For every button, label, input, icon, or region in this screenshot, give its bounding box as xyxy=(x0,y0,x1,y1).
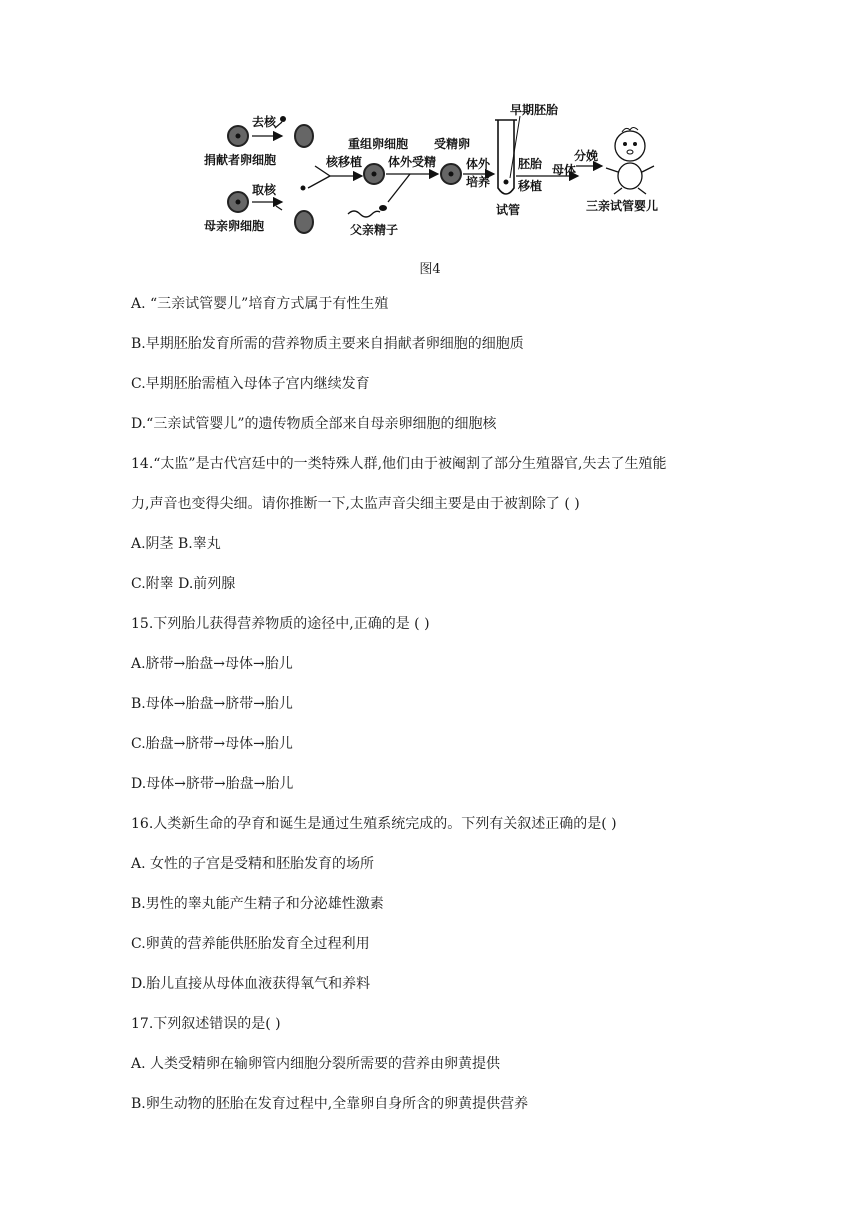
label-mother-egg: 母亲卵细胞 xyxy=(204,219,265,233)
q16-option-c: C.卵黄的营养能供胚胎发育全过程利用 xyxy=(131,936,370,952)
q16-stem: 16.人类新生命的孕育和诞生是通过生殖系统完成的。下列有关叙述正确的是( ) xyxy=(131,816,617,832)
label-father-sperm: 父亲精子 xyxy=(350,223,399,237)
q15-option-c: C.胎盘→脐带→母体→胎儿 xyxy=(131,736,293,752)
label-early-embryo: 早期胚胎 xyxy=(510,103,559,117)
label-embryo-transfer-1: 胚胎 xyxy=(518,157,543,171)
recombined-egg-cell xyxy=(364,164,384,184)
q16-option-b: B.男性的睾丸能产生精子和分泌雄性激素 xyxy=(131,896,384,912)
q17-option-a: A. 人类受精卵在输卵管内细胞分裂所需要的营养由卵黄提供 xyxy=(131,1056,501,1072)
sperm-icon xyxy=(348,205,387,217)
q14-options-cd: C.附睾 D.前列腺 xyxy=(131,576,236,592)
label-donor-egg: 捐献者卵细胞 xyxy=(204,153,277,167)
label-fertilized-egg: 受精卵 xyxy=(434,137,471,151)
label-take-nucleus: 取核 xyxy=(252,183,277,197)
q16-option-d: D.胎儿直接从母体血液获得氧气和养料 xyxy=(131,976,371,992)
fertilized-egg-cell xyxy=(441,164,461,184)
donor-egg-cell xyxy=(228,126,248,146)
ivf-diagram xyxy=(190,96,670,246)
mother-cytoplasm-cell xyxy=(295,211,313,233)
enucleated-egg xyxy=(295,125,313,147)
q17-option-b: B.卵生动物的胚胎在发育过程中,全靠卵自身所含的卵黄提供营养 xyxy=(131,1096,529,1112)
label-embryo-transfer-2: 移植 xyxy=(518,179,543,193)
label-test-tube: 试管 xyxy=(496,203,521,217)
q13-option-d: D.“三亲试管婴儿”的遗传物质全部来自母亲卵细胞的细胞核 xyxy=(131,416,497,432)
label-culture-2: 培养 xyxy=(466,175,491,189)
q14-options-ab: A.阴茎 B.睾丸 xyxy=(131,536,221,552)
q13-option-a: A. “三亲试管婴儿”培育方式属于有性生殖 xyxy=(131,296,389,312)
q16-option-a: A. 女性的子宫是受精和胚胎发育的场所 xyxy=(131,856,375,872)
question-content xyxy=(131,294,731,1134)
label-nuclear-transfer: 核移植 xyxy=(326,155,363,169)
label-mother: 母体 xyxy=(552,163,577,177)
q15-stem: 15.下列胎儿获得营养物质的途径中,正确的是 ( ) xyxy=(131,616,430,632)
q17-stem: 17.下列叙述错误的是( ) xyxy=(131,1016,281,1032)
q14-stem-line2: 力,声音也变得尖细。请你推断一下,太监声音尖细主要是由于被割除了 ( ) xyxy=(131,496,580,512)
label-delivery: 分娩 xyxy=(574,149,599,163)
q15-option-a: A.脐带→胎盘→母体→胎儿 xyxy=(131,656,293,672)
label-recombined-egg: 重组卵细胞 xyxy=(348,137,409,151)
label-culture-1: 体外 xyxy=(466,157,491,171)
q14-stem-line1: 14.“太监”是古代宫廷中的一类特殊人群,他们由于被阉割了部分生殖器官,失去了生殖能 xyxy=(131,456,667,472)
label-ivf: 体外受精 xyxy=(388,155,437,169)
label-remove-nucleus: 去核 xyxy=(252,115,277,129)
label-baby: 三亲试管婴儿 xyxy=(586,199,659,213)
baby-icon xyxy=(606,128,654,195)
figure-caption: 图4 xyxy=(419,262,441,277)
mother-egg-cell xyxy=(228,192,248,212)
q15-option-d: D.母体→脐带→胎盘→胎儿 xyxy=(131,776,294,792)
q13-option-b: B.早期胚胎发育所需的营养物质主要来自捐献者卵细胞的细胞质 xyxy=(131,336,524,352)
q15-option-b: B.母体→胎盘→脐带→胎儿 xyxy=(131,696,293,712)
q13-option-c: C.早期胚胎需植入母体子宫内继续发育 xyxy=(131,376,370,392)
